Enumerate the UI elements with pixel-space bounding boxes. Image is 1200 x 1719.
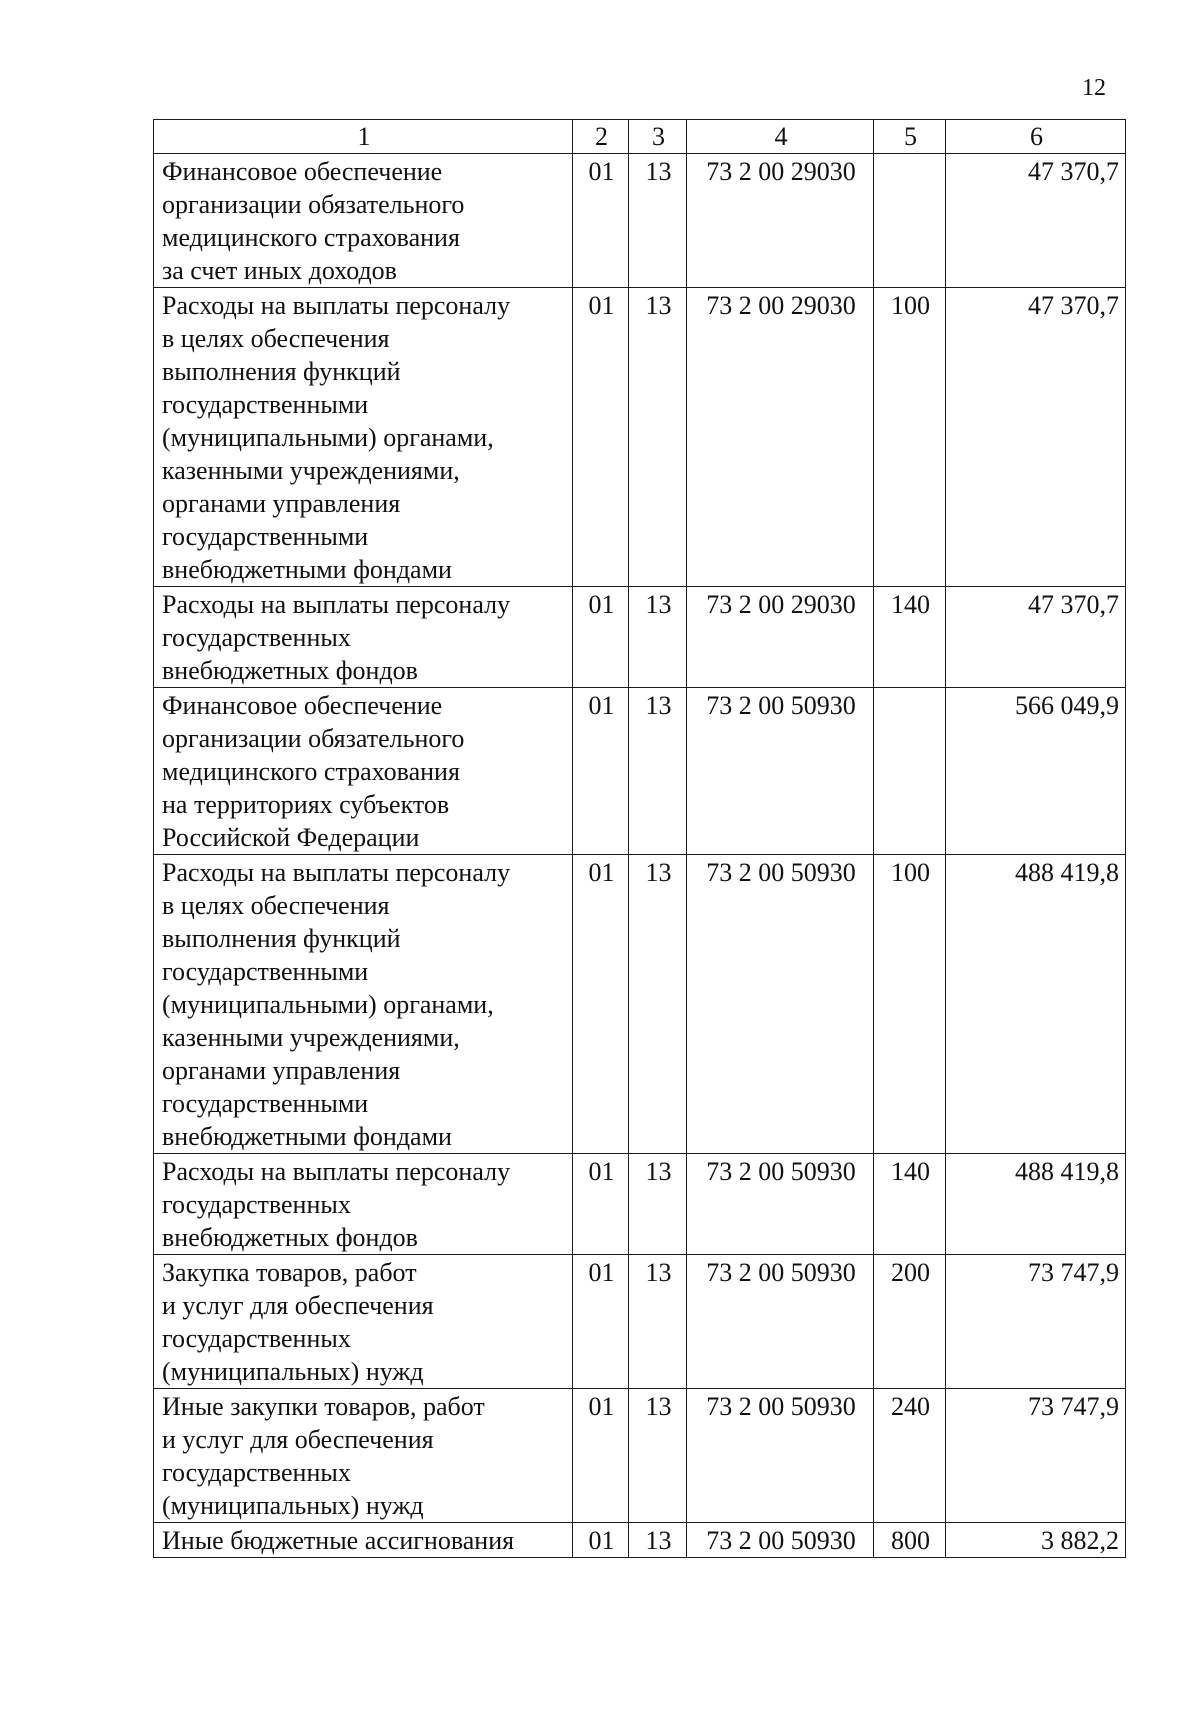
row-name-cell: Расходы на выплаты персоналу государственных внебюджетных фондов: [154, 1154, 573, 1255]
row-target-article-cell: 73 2 00 29030: [687, 154, 874, 288]
row-name-cell: Расходы на выплаты персоналу в целях обеспечения выполнения функций государственными (муниципальными) органами, казенными учреждениями, органами управления государственными внебюджетными фондами: [154, 288, 573, 587]
table-row: [154, 688, 1126, 855]
table-row: [154, 154, 1126, 288]
row-target-article-cell: 73 2 00 50930: [687, 1523, 874, 1558]
row-subsection-cell: 13: [629, 587, 687, 688]
table-header-row: [154, 120, 1126, 154]
row-section-cell: 01: [573, 855, 629, 1154]
row-name-cell: Иные закупки товаров, работ и услуг для обеспечения государственных (муниципальных) нужд: [154, 1389, 573, 1523]
row-amount-cell: 73 747,9: [946, 1255, 1126, 1389]
row-subsection-cell: 13: [629, 154, 687, 288]
row-name-cell: Финансовое обеспечение организации обязательного медицинского страхования за счет иных доходов: [154, 154, 573, 288]
row-expense-type-cell: 800: [874, 1523, 946, 1558]
header-col-5: 5: [874, 120, 946, 154]
row-subsection-cell: 13: [629, 688, 687, 855]
row-expense-type-cell: 100: [874, 288, 946, 587]
row-target-article-cell: 73 2 00 50930: [687, 855, 874, 1154]
row-expense-type-cell: 140: [874, 587, 946, 688]
row-target-article-cell: 73 2 00 50930: [687, 688, 874, 855]
row-section-cell: 01: [573, 1154, 629, 1255]
budget-allocation-table: [153, 119, 1126, 1558]
row-amount-cell: 3 882,2: [946, 1523, 1126, 1558]
row-subsection-cell: 13: [629, 1255, 687, 1389]
table-row: [154, 1154, 1126, 1255]
row-target-article-cell: 73 2 00 50930: [687, 1154, 874, 1255]
row-section-cell: 01: [573, 154, 629, 288]
row-section-cell: 01: [573, 1523, 629, 1558]
row-target-article-cell: 73 2 00 50930: [687, 1255, 874, 1389]
row-expense-type-cell: 200: [874, 1255, 946, 1389]
row-subsection-cell: 13: [629, 855, 687, 1154]
header-col-2: 2: [573, 120, 629, 154]
table-row: [154, 587, 1126, 688]
row-amount-cell: 47 370,7: [946, 154, 1126, 288]
row-name-cell: Закупка товаров, работ и услуг для обеспечения государственных (муниципальных) нужд: [154, 1255, 573, 1389]
row-amount-cell: 47 370,7: [946, 587, 1126, 688]
row-amount-cell: 488 419,8: [946, 855, 1126, 1154]
header-col-3: 3: [629, 120, 687, 154]
row-section-cell: 01: [573, 1255, 629, 1389]
row-expense-type-cell: 140: [874, 1154, 946, 1255]
row-name-cell: Расходы на выплаты персоналу государственных внебюджетных фондов: [154, 587, 573, 688]
table-row: [154, 288, 1126, 587]
row-subsection-cell: 13: [629, 288, 687, 587]
row-section-cell: 01: [573, 1389, 629, 1523]
row-section-cell: 01: [573, 288, 629, 587]
row-subsection-cell: 13: [629, 1523, 687, 1558]
row-target-article-cell: 73 2 00 29030: [687, 587, 874, 688]
row-section-cell: 01: [573, 587, 629, 688]
row-target-article-cell: 73 2 00 29030: [687, 288, 874, 587]
header-col-4: 4: [687, 120, 874, 154]
row-expense-type-cell: 240: [874, 1389, 946, 1523]
row-expense-type-cell: [874, 688, 946, 855]
row-target-article-cell: 73 2 00 50930: [687, 1389, 874, 1523]
table-row: [154, 1389, 1126, 1523]
row-name-cell: Иные бюджетные ассигнования: [154, 1523, 573, 1558]
row-amount-cell: 566 049,9: [946, 688, 1126, 855]
header-col-1: 1: [154, 120, 573, 154]
row-subsection-cell: 13: [629, 1389, 687, 1523]
table-row: [154, 1523, 1126, 1558]
row-name-cell: Финансовое обеспечение организации обязательного медицинского страхования на территориях субъектов Российской Федерации: [154, 688, 573, 855]
table-row: [154, 855, 1126, 1154]
row-amount-cell: 73 747,9: [946, 1389, 1126, 1523]
row-subsection-cell: 13: [629, 1154, 687, 1255]
table-row: [154, 1255, 1126, 1389]
row-expense-type-cell: [874, 154, 946, 288]
page-number: 12: [1082, 75, 1106, 101]
row-section-cell: 01: [573, 688, 629, 855]
row-name-cell: Расходы на выплаты персоналу в целях обеспечения выполнения функций государственными (муниципальными) органами, казенными учреждениями, органами управления государственными внебюджетными фондами: [154, 855, 573, 1154]
row-expense-type-cell: 100: [874, 855, 946, 1154]
row-amount-cell: 488 419,8: [946, 1154, 1126, 1255]
row-amount-cell: 47 370,7: [946, 288, 1126, 587]
header-col-6: 6: [946, 120, 1126, 154]
